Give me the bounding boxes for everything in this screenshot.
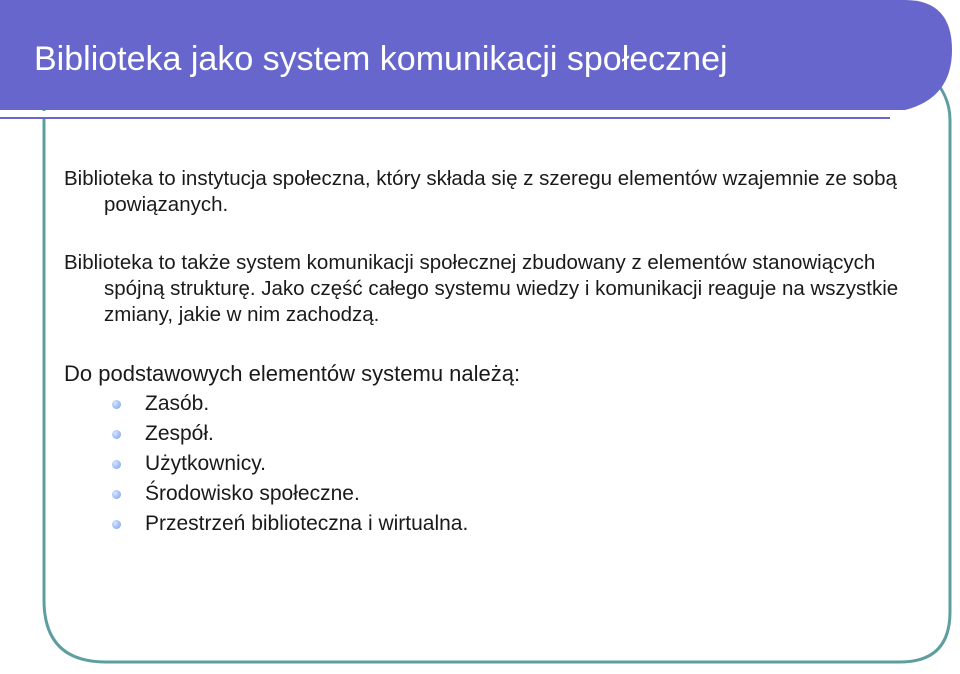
list-item: Środowisko społeczne. (64, 479, 914, 509)
bullet-icon (112, 490, 121, 499)
bullet-icon (112, 430, 121, 439)
list-item: Zespół. (64, 419, 914, 449)
title-stripe-thin (0, 117, 890, 119)
bullet-icon (112, 520, 121, 529)
list-item: Przestrzeń biblioteczna i wirtualna. (64, 509, 914, 539)
slide-title: Biblioteka jako system komunikacji społecznej (34, 40, 728, 78)
list-item: Użytkownicy. (64, 449, 914, 479)
list-item: Zasób. (64, 389, 914, 419)
bullet-icon (112, 460, 121, 469)
title-stripe-thick (0, 111, 915, 117)
paragraph-library-definition: Biblioteka to instytucja społeczna, który składa się z szeregu elementów wzajemnie ze sobą powiązanych. (64, 167, 897, 216)
elements-list (64, 389, 914, 539)
paragraph-communication-system: Biblioteka to także system komunikacji społecznej zbudowany z elementów stanowiących spójną strukturę. Jako część całego systemu wiedzy i komunikacji reaguje na wszystkie zmiany, jakie w nim zachodzą. (64, 251, 899, 326)
paragraph-elements-intro: Do podstawowych elementów systemu należą: (64, 361, 521, 386)
bullet-icon (112, 400, 121, 409)
slide-body (64, 166, 914, 539)
